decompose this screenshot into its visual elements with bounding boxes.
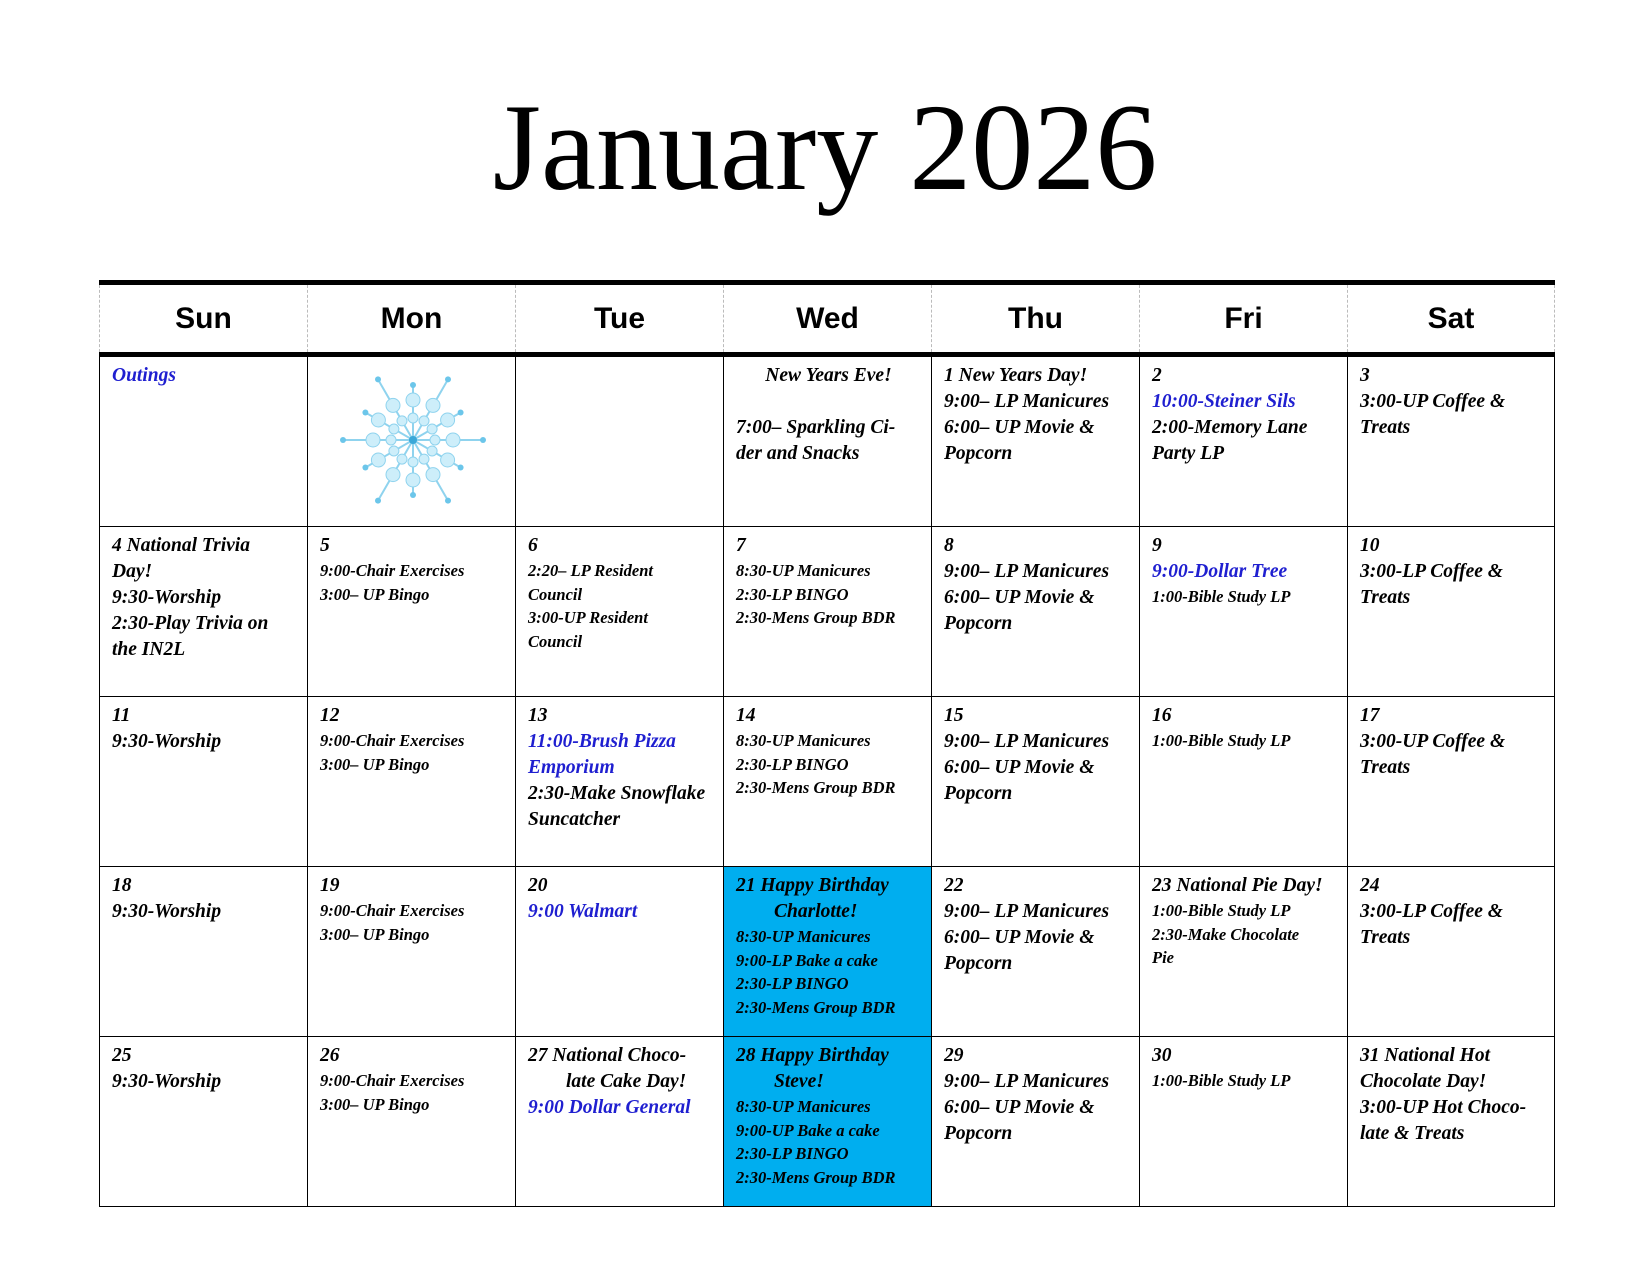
weekday-header-tue: Tue <box>515 285 723 352</box>
day-cell-mon <box>307 527 515 697</box>
event-line: Steve! <box>774 1071 824 1092</box>
event-line: Popcorn <box>944 953 1013 974</box>
weekday-header-sat: Sat <box>1347 285 1555 352</box>
event-line: Treats <box>1360 417 1411 438</box>
event-line: late & Treats <box>1360 1123 1465 1144</box>
day-cell-mon <box>307 697 515 867</box>
event-line: 3:00-LP Coffee & <box>1360 561 1503 582</box>
event-line: 8:30-UP Manicures <box>736 561 871 580</box>
event-line: 3:00-UP Hot Choco- <box>1360 1097 1527 1118</box>
event-line: Treats <box>1360 587 1411 608</box>
event-line: 11:00-Brush Pizza <box>528 731 676 752</box>
event-line: 7:00– Sparkling Ci- <box>736 417 896 438</box>
event-line: 9:30-Worship <box>112 731 222 752</box>
day-cell-tue <box>515 867 723 1037</box>
event-line: 28 Happy Birthday <box>736 1045 889 1066</box>
event-line: 8:30-UP Manicures <box>736 927 871 946</box>
event-line: 2:30-Play Trivia on <box>112 613 269 634</box>
day-cell-wed <box>723 527 931 697</box>
day-cell-fri <box>1139 1037 1347 1207</box>
event-line: 12 <box>320 705 340 726</box>
event-line: 2:30-LP BINGO <box>736 754 849 774</box>
event-line: 10:00-Steiner Sils <box>1152 391 1296 412</box>
day-cell-sat <box>1347 867 1555 1037</box>
event-line: Treats <box>1360 757 1411 778</box>
event-line: 5 <box>320 535 330 556</box>
event-line: 15 <box>944 705 964 726</box>
event-line: 24 <box>1360 875 1380 896</box>
day-cell-thu <box>931 357 1139 527</box>
event-line: 23 National Pie Day! <box>1152 875 1323 896</box>
event-line: 1:00-Bible Study LP <box>1152 731 1291 750</box>
event-line: 3:00– UP Bingo <box>320 584 430 604</box>
event-line: 9 <box>1152 535 1162 556</box>
day-cell-wed <box>723 1037 931 1207</box>
day-cell-wed <box>723 867 931 1037</box>
event-line: 9:00– LP Manicures <box>944 561 1110 582</box>
day-cell-wed <box>723 697 931 867</box>
day-cell-thu <box>931 527 1139 697</box>
day-cell-tue <box>515 697 723 867</box>
event-line: 20 <box>528 875 548 896</box>
weekday-header-mon: Mon <box>307 285 515 352</box>
event-line: 7 <box>736 535 746 556</box>
event-line: 2:20– LP Resident <box>528 561 653 580</box>
weekday-header-thu: Thu <box>931 285 1139 352</box>
event-line: 14 <box>736 705 756 726</box>
day-cell-mon <box>307 1037 515 1207</box>
event-line: 6:00– UP Movie & <box>944 587 1095 608</box>
day-cell-sun <box>99 1037 307 1207</box>
day-cell-sat <box>1347 697 1555 867</box>
event-line: 3:00– UP Bingo <box>320 1094 430 1114</box>
day-cell-sat <box>1347 357 1555 527</box>
event-line: 9:00– LP Manicures <box>944 1071 1110 1092</box>
event-line: 13 <box>528 705 548 726</box>
event-line: 9:00-UP Bake a cake <box>736 1120 880 1140</box>
event-line: 3 <box>1360 365 1370 386</box>
event-line: 2:00-Memory Lane <box>1152 417 1308 438</box>
event-line: 11 <box>112 705 131 726</box>
event-line: Popcorn <box>944 443 1013 464</box>
event-line: Council <box>528 631 583 651</box>
event-line: 6 <box>528 535 538 556</box>
week-row <box>99 527 1555 697</box>
event-line: 6:00– UP Movie & <box>944 757 1095 778</box>
calendar-title: January 2026 <box>492 79 1158 216</box>
day-cell-thu <box>931 867 1139 1037</box>
event-line: Popcorn <box>944 1123 1013 1144</box>
event-line: the IN2L <box>112 639 186 660</box>
event-line: Council <box>528 584 583 604</box>
event-line: 2:30-LP BINGO <box>736 1144 849 1163</box>
event-line: 9:00-Dollar Tree <box>1152 561 1288 582</box>
event-line: 2 <box>1152 365 1162 386</box>
event-line: Suncatcher <box>528 809 621 830</box>
day-cell-sun <box>99 527 307 697</box>
event-line: 9:30-Worship <box>112 587 222 608</box>
event-line: 29 <box>944 1045 964 1066</box>
day-cell-thu <box>931 697 1139 867</box>
day-cell-mon <box>307 867 515 1037</box>
event-line: 9:00 Walmart <box>528 901 638 922</box>
day-cell-tue <box>515 1037 723 1207</box>
week-row <box>99 1037 1555 1207</box>
event-line: 9:00-Chair Exercises <box>320 901 465 920</box>
day-cell-tue <box>515 357 723 527</box>
event-line: 9:00-Chair Exercises <box>320 731 465 750</box>
event-line: 3:00-LP Coffee & <box>1360 901 1503 922</box>
event-line: 4 National Trivia <box>112 535 250 556</box>
event-line: 2:30-Mens Group BDR <box>736 1167 896 1187</box>
event-line: 2:30-LP BINGO <box>736 584 849 604</box>
week-row <box>99 697 1555 867</box>
event-line: 3:00– UP Bingo <box>320 924 430 944</box>
event-line: Popcorn <box>944 613 1013 634</box>
event-line: 9:00– LP Manicures <box>944 731 1110 752</box>
day-cell-fri <box>1139 697 1347 867</box>
event-line: 3:00-UP Resident <box>528 608 648 627</box>
event-line: 19 <box>320 875 340 896</box>
event-line: Party LP <box>1152 443 1225 464</box>
day-cell-mon <box>307 357 515 527</box>
weekday-header-wed: Wed <box>723 285 931 352</box>
event-line: 2:30-Make Snowflake <box>528 783 706 804</box>
day-cell-fri <box>1139 357 1347 527</box>
event-line: Chocolate Day! <box>1360 1071 1487 1092</box>
event-line: 1:00-Bible Study LP <box>1152 901 1291 920</box>
day-cell-thu <box>931 1037 1139 1207</box>
event-line: Popcorn <box>944 783 1013 804</box>
event-line: 9:00-Chair Exercises <box>320 561 465 580</box>
event-line: 9:30-Worship <box>112 901 222 922</box>
event-line: 2:30-Mens Group BDR <box>736 608 896 627</box>
event-line: 10 <box>1360 535 1380 556</box>
line-spacer <box>736 389 921 415</box>
event-line: 9:00-Chair Exercises <box>320 1071 465 1090</box>
event-line: Outings <box>112 365 176 386</box>
day-cell-sat <box>1347 527 1555 697</box>
event-line: Treats <box>1360 927 1411 948</box>
weekday-header-sun: Sun <box>99 285 307 352</box>
event-line: 2:30-Make Chocolate <box>1152 924 1300 944</box>
week-row <box>99 867 1555 1037</box>
event-line: 9:00-LP Bake a cake <box>736 950 878 970</box>
event-line: 3:00-UP Coffee & <box>1360 731 1506 752</box>
event-line: 3:00-UP Coffee & <box>1360 391 1506 412</box>
event-line: Emporium <box>528 757 615 778</box>
day-cell-fri <box>1139 527 1347 697</box>
day-cell-sun <box>99 697 307 867</box>
day-cell-sun <box>99 357 307 527</box>
event-line: 1:00-Bible Study LP <box>1152 1071 1291 1090</box>
weekday-header-row <box>99 285 1555 357</box>
event-line: 2:30-Mens Group BDR <box>736 997 896 1017</box>
event-line: 9:00– LP Manicures <box>944 901 1110 922</box>
event-line: 8 <box>944 535 954 556</box>
event-line: der and Snacks <box>736 443 860 464</box>
event-line: 8:30-UP Manicures <box>736 731 871 750</box>
calendar-weeks <box>99 357 1555 1207</box>
day-cell-fri <box>1139 867 1347 1037</box>
event-line: 2:30-Mens Group BDR <box>736 778 896 797</box>
event-line: late Cake Day! <box>566 1071 687 1092</box>
event-line: New Years Eve! <box>765 365 892 386</box>
event-line: 8:30-UP Manicures <box>736 1097 871 1116</box>
event-line: 22 <box>944 875 964 896</box>
event-line: 6:00– UP Movie & <box>944 1097 1095 1118</box>
event-line: 1:00-Bible Study LP <box>1152 587 1291 606</box>
event-line: 9:00 Dollar General <box>528 1097 691 1118</box>
event-line: 1 New Years Day! <box>944 365 1088 386</box>
event-line: Day! <box>112 561 153 582</box>
day-cell-tue <box>515 527 723 697</box>
day-cell-wed <box>723 357 931 527</box>
event-line: Pie <box>1152 948 1174 967</box>
event-line: 18 <box>112 875 132 896</box>
snowflake-icon <box>333 365 493 515</box>
day-cell-sat <box>1347 1037 1555 1207</box>
event-line: 9:30-Worship <box>112 1071 222 1092</box>
event-line: 6:00– UP Movie & <box>944 927 1095 948</box>
event-line: 16 <box>1152 705 1172 726</box>
event-line: 26 <box>320 1045 340 1066</box>
calendar-grid <box>99 280 1555 1210</box>
weekday-header-fri: Fri <box>1139 285 1347 352</box>
event-line: 31 National Hot <box>1360 1045 1491 1066</box>
event-line: 6:00– UP Movie & <box>944 417 1095 438</box>
week-row <box>99 357 1555 527</box>
event-line: 3:00– UP Bingo <box>320 754 430 774</box>
event-line: 17 <box>1360 705 1380 726</box>
day-cell-sun <box>99 867 307 1037</box>
event-line: 9:00– LP Manicures <box>944 391 1110 412</box>
event-line: 25 <box>112 1045 132 1066</box>
event-line: 27 National Choco- <box>528 1045 687 1066</box>
event-line: 30 <box>1152 1045 1172 1066</box>
event-line: Charlotte! <box>774 901 858 922</box>
event-line: 2:30-LP BINGO <box>736 974 849 993</box>
event-line: 21 Happy Birthday <box>736 875 889 896</box>
